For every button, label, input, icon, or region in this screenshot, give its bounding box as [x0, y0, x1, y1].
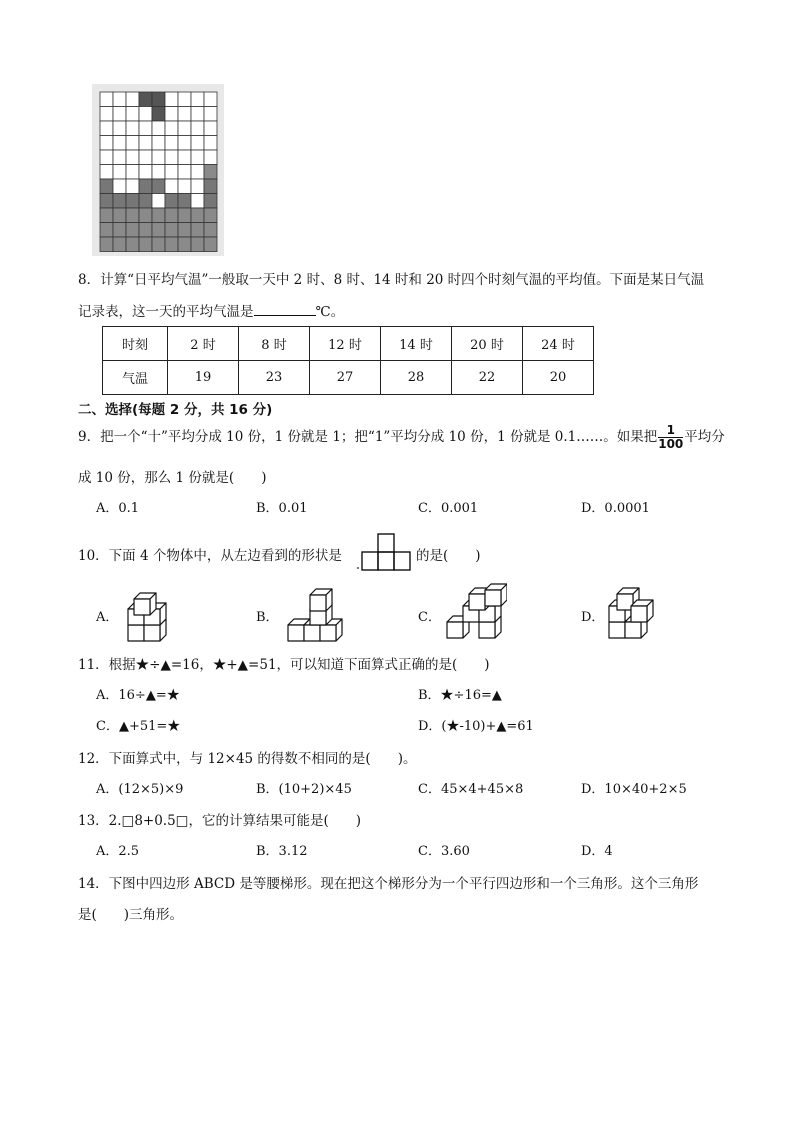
q9-option-b[interactable]: B．0.01 — [256, 501, 308, 516]
grid-cell — [126, 92, 139, 107]
q11-option-c[interactable]: C．▲+51=★ — [96, 719, 181, 734]
grid-cell — [152, 150, 165, 165]
table-cell: 时刻 — [103, 327, 168, 361]
grid-cell — [204, 136, 217, 151]
grid-cell — [100, 107, 113, 122]
q12-text: 12．下面算式中，与 12×45 的得数不相同的是( )。 — [78, 751, 417, 767]
q9-text-end: 平均分 — [684, 429, 725, 445]
q8-line2-text: 记录表，这一天的平均气温是 — [78, 304, 254, 320]
grid-cell — [191, 107, 204, 122]
grid-cell — [165, 179, 178, 194]
q12-option-c[interactable]: C．45×4+45×8 — [418, 782, 524, 797]
grid-cell — [178, 92, 191, 107]
grid-cell — [204, 107, 217, 122]
q10-option-a[interactable]: A． — [96, 610, 119, 625]
grid-cell — [113, 136, 126, 151]
grid-cell — [165, 223, 178, 238]
table-cell: 22 — [452, 361, 523, 395]
answer-blank[interactable] — [254, 303, 316, 316]
grid-cell — [178, 179, 191, 194]
q14-line2: 是( )三角形。 — [78, 907, 184, 923]
q12-option-b[interactable]: B．(10+2)×45 — [256, 782, 352, 797]
grid-cell — [139, 136, 152, 151]
grid-cell — [191, 223, 204, 238]
q9-line1 — [78, 424, 725, 451]
fraction-denominator: 100 — [658, 437, 684, 451]
q13-option-b[interactable]: B．3.12 — [256, 844, 308, 859]
grid-cell — [204, 92, 217, 107]
grid-cell — [100, 165, 113, 180]
grid-cell — [204, 208, 217, 223]
cube-face — [609, 622, 625, 638]
cube-face — [625, 622, 641, 638]
q10-option-b[interactable]: B． — [256, 610, 279, 625]
grid-cell — [126, 121, 139, 136]
grid-cell — [191, 150, 204, 165]
cube-face — [288, 625, 304, 641]
table-cell: 28 — [381, 361, 452, 395]
table-cell: 19 — [168, 361, 239, 395]
grid-cell — [204, 237, 217, 252]
grid-cell — [204, 223, 217, 238]
q8-line1: 8．计算“日平均气温”一般取一天中 2 时、8 时、14 时和 20 时四个时刻气温的平均值。下面是某日气温 — [78, 272, 705, 288]
grid-cell — [139, 237, 152, 252]
grid-cell — [204, 150, 217, 165]
grid-cell — [126, 237, 139, 252]
grid-cell — [204, 121, 217, 136]
grid-cell — [191, 194, 204, 209]
grid-figure — [92, 84, 224, 256]
grid-cell — [152, 223, 165, 238]
grid-cell — [165, 208, 178, 223]
cube-face — [631, 606, 647, 622]
grid-cell — [126, 107, 139, 122]
table-cell: 12 时 — [310, 327, 381, 361]
grid-cell — [126, 179, 139, 194]
table-cell: 2 时 — [168, 327, 239, 361]
cube-face — [304, 625, 320, 641]
grid-cell — [165, 150, 178, 165]
table-cell: 8 时 — [239, 327, 310, 361]
grid-cell — [191, 165, 204, 180]
fraction-numerator: 1 — [658, 424, 683, 438]
q13-option-d[interactable]: D．4 — [581, 844, 613, 859]
grid-cell — [191, 136, 204, 151]
grid-cell — [152, 121, 165, 136]
grid-cell — [191, 92, 204, 107]
table-cell: 14 时 — [381, 327, 452, 361]
grid-cell — [100, 150, 113, 165]
cube-face — [447, 622, 463, 638]
q11-option-b[interactable]: B．★÷16=▲ — [418, 688, 502, 703]
grid-cell — [139, 179, 152, 194]
grid-cell — [126, 136, 139, 151]
table-cell: 气温 — [103, 361, 168, 395]
cube-face — [128, 625, 144, 641]
grid-cell — [191, 237, 204, 252]
grid-cell — [191, 208, 204, 223]
q8-unit: ℃。 — [315, 304, 345, 320]
grid-cell — [126, 208, 139, 223]
table-cell: 27 — [310, 361, 381, 395]
grid-cell — [113, 92, 126, 107]
q9-line2: 成 10 份，那么 1 份就是( ) — [78, 470, 267, 486]
table-row — [103, 361, 594, 395]
grid-cell — [152, 194, 165, 209]
grid-cell — [152, 92, 165, 107]
grid-cell — [126, 165, 139, 180]
grid-cell — [100, 121, 113, 136]
grid-cell — [191, 121, 204, 136]
grid-cell — [204, 179, 217, 194]
temperature-table — [102, 326, 594, 395]
grid-cell — [139, 121, 152, 136]
grid-cell — [113, 208, 126, 223]
table-cell: 20 时 — [452, 327, 523, 361]
grid-cell — [178, 150, 191, 165]
q11-text: 11．根据★÷▲=16，★+▲=51，可以知道下面算式正确的是( ) — [78, 657, 490, 673]
cube-face — [134, 599, 150, 615]
grid-cell — [113, 179, 126, 194]
cube-face — [485, 590, 501, 606]
grid-cell — [139, 92, 152, 107]
cube-figure-b — [282, 585, 354, 643]
q11-option-d[interactable]: D．(★-10)+▲=61 — [418, 719, 534, 734]
grid-cell — [100, 179, 113, 194]
grid-cell — [152, 107, 165, 122]
cube-figure-a — [118, 585, 180, 643]
cube-face — [310, 595, 326, 611]
grid-cell — [152, 208, 165, 223]
cube-face — [469, 594, 485, 610]
grid-cell — [113, 121, 126, 136]
cube-face — [479, 622, 495, 638]
grid-cell — [165, 121, 178, 136]
grid-cell — [152, 179, 165, 194]
q9-option-d[interactable]: D．0.0001 — [581, 501, 650, 516]
grid-cell — [100, 136, 113, 151]
fraction — [658, 424, 683, 451]
grid-cell — [139, 150, 152, 165]
q10-option-c[interactable]: C． — [418, 610, 441, 625]
grid-cell — [178, 136, 191, 151]
grid-cell — [100, 223, 113, 238]
q9-option-a[interactable]: A．0.1 — [96, 501, 140, 516]
section-title: 二、选择(每题 2 分，共 16 分) — [78, 402, 273, 418]
q10-option-d[interactable]: D． — [581, 610, 605, 625]
grid-cell — [178, 107, 191, 122]
grid-cell — [204, 194, 217, 209]
grid-cell — [165, 92, 178, 107]
grid-cell — [100, 208, 113, 223]
grid-cell — [100, 237, 113, 252]
grid-cell — [113, 150, 126, 165]
side-view-shape — [356, 531, 414, 573]
q13-text: 13．2.□8+0.5□，它的计算结果可能是( ) — [78, 813, 361, 829]
grid-cell — [113, 165, 126, 180]
q11-option-a[interactable]: A．16÷▲=★ — [96, 688, 180, 703]
grid-cell — [113, 107, 126, 122]
cube-face — [144, 625, 160, 641]
q13-option-a[interactable]: A．2.5 — [96, 844, 140, 859]
grid-cell — [165, 107, 178, 122]
grid-cell — [178, 237, 191, 252]
grid-cell — [113, 223, 126, 238]
grid-cell — [126, 223, 139, 238]
grid-cell — [178, 194, 191, 209]
grid-cell — [165, 165, 178, 180]
q14-line1: 14．下图中四边形 ABCD 是等腰梯形。现在把这个梯形分为一个平行四边形和一个三角形。这个三角形 — [78, 876, 699, 892]
grid-cell — [165, 237, 178, 252]
grid-cell — [100, 92, 113, 107]
table-cell: 20 — [523, 361, 594, 395]
q13-option-c[interactable]: C．3.60 — [418, 844, 470, 859]
grid-cell — [139, 165, 152, 180]
q12-option-d[interactable]: D．10×40+2×5 — [581, 782, 687, 797]
grid-cell — [126, 150, 139, 165]
grid-cell — [126, 194, 139, 209]
q9-text: 9．把一个“十”平均分成 10 份，1 份就是 1；把“1”平均分成 10 份，1 份就是 0.1……。如果把 — [78, 429, 658, 445]
table-row — [103, 327, 594, 361]
grid-cell — [139, 194, 152, 209]
cube-face — [320, 625, 336, 641]
cube-figure-d — [603, 582, 655, 642]
q10-text-end: 的是( ) — [416, 548, 481, 564]
grid-cell — [204, 165, 217, 180]
grid-cell — [178, 121, 191, 136]
q8-line2 — [78, 300, 344, 320]
grid-cell — [139, 107, 152, 122]
grid-cell — [139, 223, 152, 238]
q10-text: 10．下面 4 个物体中，从左边看到的形状是 — [78, 548, 342, 564]
grid-cell — [113, 237, 126, 252]
grid-cell — [152, 165, 165, 180]
table-cell: 24 时 — [523, 327, 594, 361]
grid-cell — [139, 208, 152, 223]
q12-option-a[interactable]: A．(12×5)×9 — [96, 782, 184, 797]
table-cell: 23 — [239, 361, 310, 395]
grid-cell — [152, 237, 165, 252]
grid-cell — [165, 136, 178, 151]
grid-cell — [178, 165, 191, 180]
grid-cell — [178, 208, 191, 223]
grid-cell — [113, 194, 126, 209]
grid-cell — [178, 223, 191, 238]
grid-cell — [100, 194, 113, 209]
cube-figure-c — [441, 582, 507, 642]
grid-cell — [191, 179, 204, 194]
q9-option-c[interactable]: C．0.001 — [418, 501, 479, 516]
grid-cell — [152, 136, 165, 151]
grid-cell — [165, 194, 178, 209]
